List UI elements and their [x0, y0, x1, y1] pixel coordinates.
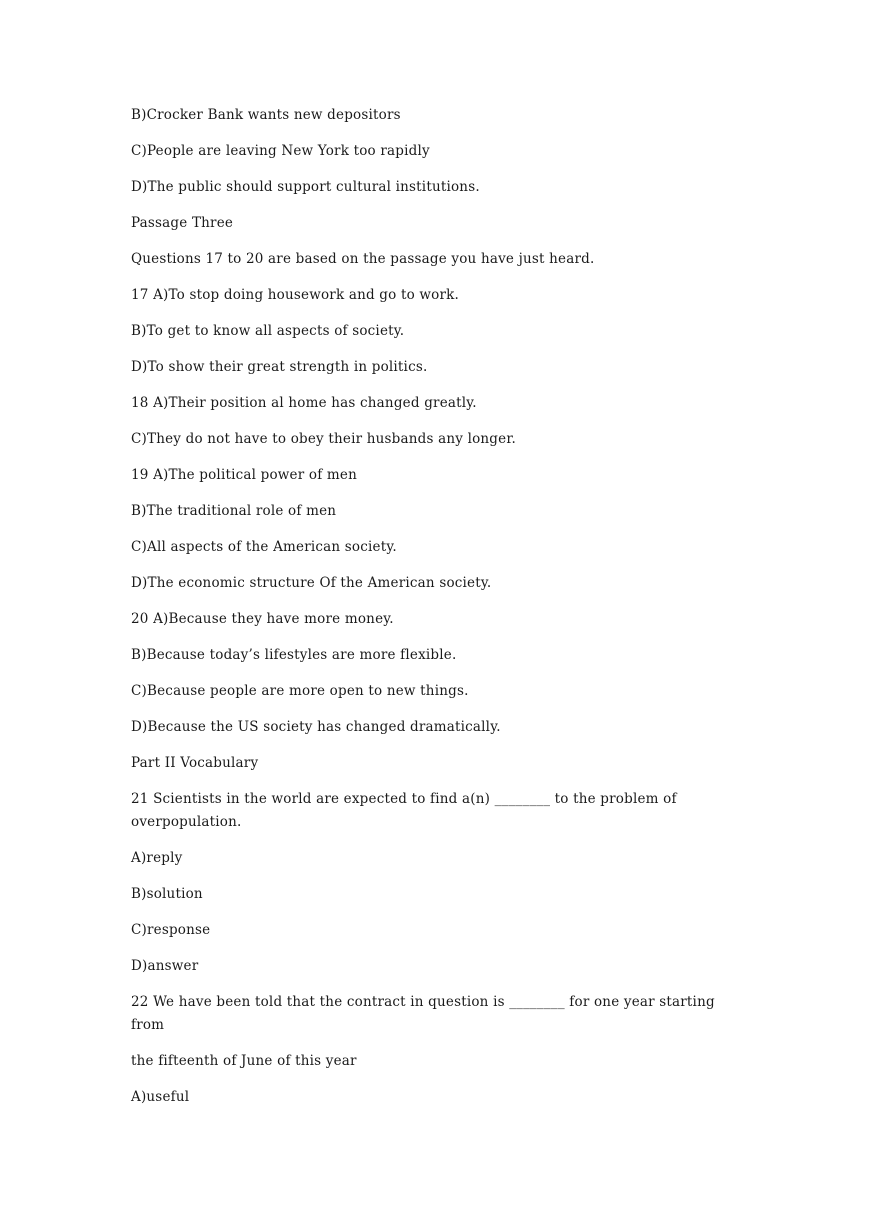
question-18-option-c: C)They do not have to obey their husbands any longer. — [131, 431, 517, 447]
question-22-stem — [131, 991, 743, 1037]
section-heading-passage-three: Passage Three — [131, 215, 234, 231]
question-19-option-a: 19 A)The political power of men — [131, 467, 357, 483]
option-c-people: C)People are leaving New York too rapidly — [131, 143, 430, 159]
question-17-option-b: B)To get to know all aspects of society. — [131, 323, 405, 339]
question-21-option-b: B)solution — [131, 886, 203, 902]
question-19-option-c: C)All aspects of the American society. — [131, 539, 397, 555]
question-21-stem — [131, 788, 743, 834]
question-20-option-c: C)Because people are more open to new things. — [131, 683, 469, 699]
question-17-option-a: 17 A)To stop doing housework and go to work. — [131, 287, 460, 303]
question-21-line-2: overpopulation. — [131, 814, 242, 830]
question-20-option-a: 20 A)Because they have more money. — [131, 611, 394, 627]
question-22-option-a: A)useful — [131, 1089, 190, 1105]
option-d-public: D)The public should support cultural institutions. — [131, 179, 480, 195]
document-body — [131, 104, 743, 1122]
question-22-line-1: 22 We have been told that the contract in question is ________ for one year starting — [131, 994, 715, 1010]
section-heading-vocabulary: Part II Vocabulary — [131, 755, 259, 771]
question-21-option-c: C)response — [131, 922, 211, 938]
option-b-crocker: B)Crocker Bank wants new depositors — [131, 107, 401, 123]
question-22-line-2: from — [131, 1017, 165, 1033]
question-21-option-a: A)reply — [131, 850, 183, 866]
question-19-option-b: B)The traditional role of men — [131, 503, 337, 519]
question-22-continuation: the fifteenth of June of this year — [131, 1053, 357, 1069]
question-20-option-d: D)Because the US society has changed dramatically. — [131, 719, 501, 735]
question-21-option-d: D)answer — [131, 958, 199, 974]
question-19-option-d: D)The economic structure Of the American society. — [131, 575, 492, 591]
question-17-option-d: D)To show their great strength in politics. — [131, 359, 428, 375]
passage-instructions: Questions 17 to 20 are based on the passage you have just heard. — [131, 251, 595, 267]
question-21-line-1: 21 Scientists in the world are expected to find a(n) ________ to the problem of — [131, 791, 677, 807]
question-20-option-b: B)Because today’s lifestyles are more flexible. — [131, 647, 457, 663]
question-18-option-a: 18 A)Their position al home has changed greatly. — [131, 395, 477, 411]
